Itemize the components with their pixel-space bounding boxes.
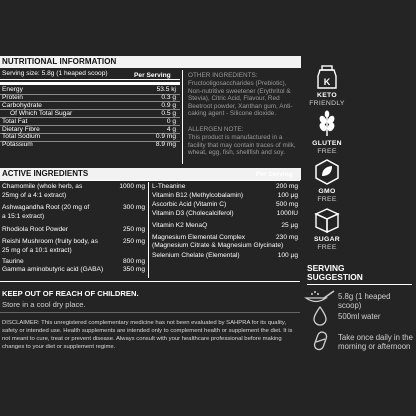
active-ingredient-name: Gamma aminobutyric acid (GABA) (2, 266, 104, 273)
nutrition-row-name: Dietary Fibre (2, 125, 40, 133)
nutrition-row-value: 53.5 kj (156, 86, 176, 93)
active-ingredient-detail: a 15:1 extract) (2, 212, 45, 220)
active-ingredient-value: 100 µg (277, 192, 298, 199)
badge-title: SUGAR (313, 236, 341, 243)
nutrition-row-name: Carbohydrate (2, 101, 42, 109)
active-ingredient-name: Vitamin D3 (Cholecalciferol) (152, 210, 234, 217)
active-ingredient-value: 25 µg (281, 222, 298, 229)
nutrition-row-value: 4 g (166, 125, 176, 133)
badge-title: GMO (318, 188, 336, 195)
badge-subtitle: FRIENDLY (309, 99, 345, 107)
nutrition-row-value: 0.3 g (161, 93, 176, 101)
active-ingredient-name: L-Theanine (152, 183, 186, 190)
badge-subtitle: FREE (317, 195, 337, 203)
divider (307, 284, 412, 285)
serving-suggestion-title (307, 264, 363, 283)
sugar-cube-icon (313, 206, 341, 234)
allergen-title: ALLERGEN NOTE: (188, 126, 244, 133)
divider (182, 70, 183, 164)
wheat-icon (313, 110, 341, 138)
divider (0, 312, 300, 313)
nutrition-row-value: 0 g (166, 117, 176, 125)
badge-title: GLUTEN (312, 140, 342, 147)
divider (0, 281, 300, 282)
serving-size: Serving size: 5.8g (1 heaped scoop) (2, 70, 108, 77)
child-warning: KEEP OUT OF REACH OF CHILDREN. (2, 289, 139, 298)
active-ingredient-value: 100 µg (277, 252, 298, 259)
active-ingredient-value: 350 mg (123, 266, 145, 273)
pill-icon (312, 330, 330, 352)
gmo-icon (313, 158, 341, 186)
nutrition-row-name: Energy (2, 86, 23, 93)
per-serving-label: Per Serving (134, 72, 171, 79)
nutrition-row-value: 0.5 g (161, 109, 176, 117)
active-ingredient-value: 300 mg (123, 204, 145, 211)
divider (0, 82, 180, 85)
nutrition-row-name: Of Which Total Sugar (10, 109, 73, 117)
nutrition-header (0, 56, 301, 68)
svg-text:K: K (323, 77, 331, 87)
active-ingredient-name: Vitamin K2 MenaQ (152, 222, 208, 229)
active-ingredient-name: Ascorbic Acid (Vitamin C) (152, 201, 227, 208)
badge-title: KETO (317, 92, 337, 99)
nutrition-row-value: 0.9 g (161, 101, 176, 109)
dosage-line1: Take once daily in the (338, 333, 413, 342)
badge-subtitle: FREE (317, 147, 337, 155)
active-ingredient-detail: (Magnesium Citrate & Magnesium Glycinate) (152, 242, 284, 249)
nutrition-row-name: Potassium (2, 141, 33, 149)
active-ingredient-value: 230 mg (276, 234, 298, 241)
active-ingredient-value: 200 mg (276, 183, 298, 190)
active-ingredient-name: Magnesium Elemental Complex (152, 234, 246, 241)
active-ingredient-name: Taurine (2, 258, 24, 265)
active-ingredient-name: Rhodiola Root Powder (2, 226, 68, 233)
disclaimer: DISCLAIMER: This unregistered complementary medicine has not been evaluated by SAHPRA for its quality, safety or intended use. Health supplements are intended only to complement health or supplement the diet. It is not meant to cure, treat or prevent disease. Always consult with your healthcare professional before making changes to your diet or supplement regime. (2, 320, 293, 350)
nutrition-row-name: Protein (2, 93, 23, 101)
water-amount: 500ml water (338, 312, 381, 321)
active-ingredient-detail: 25mg of a 4:1 extract) (2, 191, 67, 199)
storage-note: Store in a cool dry place. (2, 300, 86, 309)
active-ingredient-detail: 25 mg of a 10:1 extract) (2, 246, 72, 254)
active-ingredient-name: Selenium Chelate (Elemental) (152, 252, 240, 259)
nutrition-row-value: 8.9 mg (155, 141, 176, 149)
badge-subtitle: FREE (317, 243, 337, 251)
dosage-instructions (338, 333, 413, 351)
serving-title-line2: SUGGESTION (307, 272, 363, 283)
scoop-icon (304, 288, 336, 306)
dosage-line2: morning or afternoon (338, 342, 411, 351)
active-ingredient-name: Reishi Mushroom (fruity body, as (2, 238, 98, 245)
serving-title-line1: SERVING (307, 263, 345, 273)
nutrition-header-text: NUTRITIONAL INFORMATION (2, 57, 117, 66)
keto-icon (313, 62, 341, 90)
active-per-serving-label: Per Serving (256, 171, 293, 178)
active-header-text: ACTIVE INGREDIENTS (2, 169, 89, 178)
serving-amount: 5.8g (1 heaped scoop) (338, 292, 391, 310)
active-ingredient-value: 250 mg (123, 238, 145, 245)
nutrition-row-name: Total Fat (2, 117, 28, 125)
nutrition-row-name: Total Sodium (2, 133, 41, 141)
active-ingredient-value: 800 mg (123, 258, 145, 265)
active-ingredient-value: 1000IU (276, 210, 298, 217)
water-drop-icon (312, 306, 328, 326)
active-ingredient-value: 250 mg (123, 226, 145, 233)
active-ingredient-value: 500 mg (276, 201, 298, 208)
other-ingredients-text: Fructooligosaccharides (Prebiotic), Non-nutritive sweetener (Erythritol & Stevia), Citric Acid, Flavour, Red Beetroot powder, Xanthan gum, Anti-caking agent - Silicone dioxide. (188, 80, 293, 118)
divider (0, 180, 300, 181)
allergen-text: This product is manufactured in a facility that may contain traces of milk, wheat, egg, fish, shellfish and soy. (188, 134, 296, 157)
active-ingredient-name: Ashwagandha Root (20 mg of (2, 204, 90, 211)
other-ingredients-title: OTHER INGREDIENTS: (188, 72, 258, 79)
nutrition-row-value: 0.9 mg (155, 133, 176, 141)
active-ingredient-name: Chamomile (whole herb, as (2, 183, 83, 190)
active-ingredient-name: Vitamin B12 (Methylcobalamin) (152, 192, 244, 199)
active-ingredient-value: 1000 mg (119, 183, 145, 190)
divider (148, 182, 149, 278)
